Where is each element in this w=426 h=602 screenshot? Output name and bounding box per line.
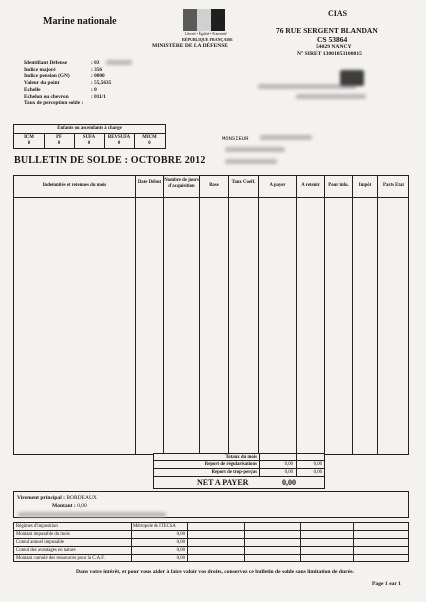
address-line-4: N° SIRET 13001053100015 xyxy=(297,51,362,57)
col-header: Parts Etat xyxy=(383,183,404,188)
dep-value: 0 xyxy=(27,141,31,146)
identity-value: 356 xyxy=(94,66,103,73)
tax-row-label: Montant cumulé des ressources pour la C.A.F. xyxy=(16,556,105,561)
report-regul-a-payer: 0,00 xyxy=(284,462,293,467)
montant-label: Montant : xyxy=(52,503,76,509)
tax-regime-value: Métropole & ITECSA xyxy=(133,524,176,529)
table-header-divider xyxy=(13,197,409,198)
tax-row-label: Cumul des avantages en nature xyxy=(16,548,76,553)
dep-header: MICM xyxy=(142,135,157,140)
virement-label: Virement principal : xyxy=(17,495,65,501)
montant-value: 0,00 xyxy=(77,503,87,509)
col-header: Nombre de jours d'acquisition xyxy=(164,178,199,189)
redacted-name xyxy=(260,135,312,140)
virement-row xyxy=(17,495,97,501)
identity-label: Indice pension (GN) xyxy=(24,73,70,80)
redacted-address xyxy=(225,159,277,164)
col-header: A retenir xyxy=(301,183,320,188)
col-header: Impôt xyxy=(358,183,372,188)
redacted-address xyxy=(225,147,285,152)
tax-row-value: 0,00 xyxy=(176,548,185,553)
report-trop-label: Report de trop-perçus xyxy=(211,470,257,475)
identity-label: Echelle xyxy=(24,86,41,93)
col-header: Date Début xyxy=(137,180,162,185)
montant-row xyxy=(52,503,87,509)
dep-header: PF xyxy=(56,135,62,140)
dep-header: SUFA xyxy=(82,135,96,140)
virement-value: BORDEAUX xyxy=(66,495,97,501)
identity-value: 0 xyxy=(94,86,97,93)
report-regul-label: Report de régularisations xyxy=(204,462,257,467)
address-line-2: CS 53864 xyxy=(317,35,348,44)
tax-row-value: 0,00 xyxy=(176,556,185,561)
identity-label: Valeur du point xyxy=(24,80,60,87)
ministry-name: MINISTÈRE DE LA DÉFENSE xyxy=(152,43,228,49)
report-trop-a-payer: 0,00 xyxy=(284,470,293,475)
logo-republic: RÉPUBLIQUE FRANÇAISE xyxy=(182,37,233,42)
redacted-personal xyxy=(296,94,366,99)
page-number: Page 1 sur 1 xyxy=(372,581,401,587)
address-line-1: 76 RUE SERGENT BLANDAN xyxy=(276,26,378,35)
tax-regime-label: Régimes d'imposition xyxy=(16,524,58,529)
identity-label: Identifiant Défense xyxy=(24,60,68,66)
org-right-title: CIAS xyxy=(328,9,348,18)
redacted-stamp xyxy=(340,70,364,86)
bulletin-title: BULLETIN DE SOLDE : OCTOBRE 2012 xyxy=(14,155,206,166)
footer-notice: Dans votre intérêt, et pour vous aider à faire valoir vos droits, conservez ce bulletin de solde sans limitation de durée. xyxy=(76,569,354,575)
dep-value: 0 xyxy=(87,141,91,146)
col-header: Base xyxy=(209,183,219,188)
identity-value: 55,5635 xyxy=(94,80,112,87)
identity-value: 03 xyxy=(94,60,100,66)
dep-header: REVSUFA xyxy=(107,135,131,140)
tax-row-value: 0,00 xyxy=(176,540,185,545)
identity-value: 0000 xyxy=(94,73,105,80)
main-pay-table xyxy=(13,175,409,455)
identity-label: Indice majoré xyxy=(24,66,56,73)
net-a-payer-label: NET A PAYER xyxy=(197,478,249,487)
col-header: Indemnités et retenues du mois xyxy=(42,183,107,188)
dep-value: 0 xyxy=(148,141,151,146)
dep-header: ICM xyxy=(24,135,34,140)
dependents-table xyxy=(13,124,166,149)
dependents-title: Enfants ou ascendants à charge xyxy=(57,126,122,131)
dep-value: 0 xyxy=(57,141,61,146)
barcode-ref xyxy=(231,85,232,90)
address-line-3: 54029 NANCY xyxy=(316,44,352,50)
col-header: Taux Coeff. xyxy=(231,180,256,185)
totals-label: Totaux du mois xyxy=(225,455,257,460)
logo-motto: Liberté • Égalité • Fraternité xyxy=(185,32,227,36)
report-trop-a-retenir: 0,00 xyxy=(313,470,322,475)
tax-row-label: Cumul annuel imposable xyxy=(16,540,64,545)
tax-row-value: 0,00 xyxy=(176,532,185,537)
identity-value: 01 xyxy=(94,93,100,100)
identity-value: 1/1 xyxy=(99,93,106,100)
org-left-title: Marine nationale xyxy=(43,16,117,27)
report-regul-a-retenir: 0,00 xyxy=(313,462,322,467)
identity-label: Echelon ou chevron xyxy=(24,93,69,100)
identity-label: Taux de perception solde : xyxy=(24,100,84,107)
redacted-bank xyxy=(18,512,166,517)
addressee-title: MONSIEUR xyxy=(222,135,249,142)
dep-value: 0 xyxy=(117,141,121,146)
marianne-logo xyxy=(183,9,225,31)
net-a-payer-value: 0,00 xyxy=(282,478,296,487)
redacted-id xyxy=(106,60,132,65)
identity-values: : 03 : 356 : 0000 : 55,5635 : 0 : 01 1/1 xyxy=(91,60,112,100)
col-header: Pour info. xyxy=(328,183,349,188)
tax-row-label: Montant imposable du mois xyxy=(16,532,70,537)
identity-labels xyxy=(24,60,94,107)
col-header: A payer xyxy=(269,183,286,188)
